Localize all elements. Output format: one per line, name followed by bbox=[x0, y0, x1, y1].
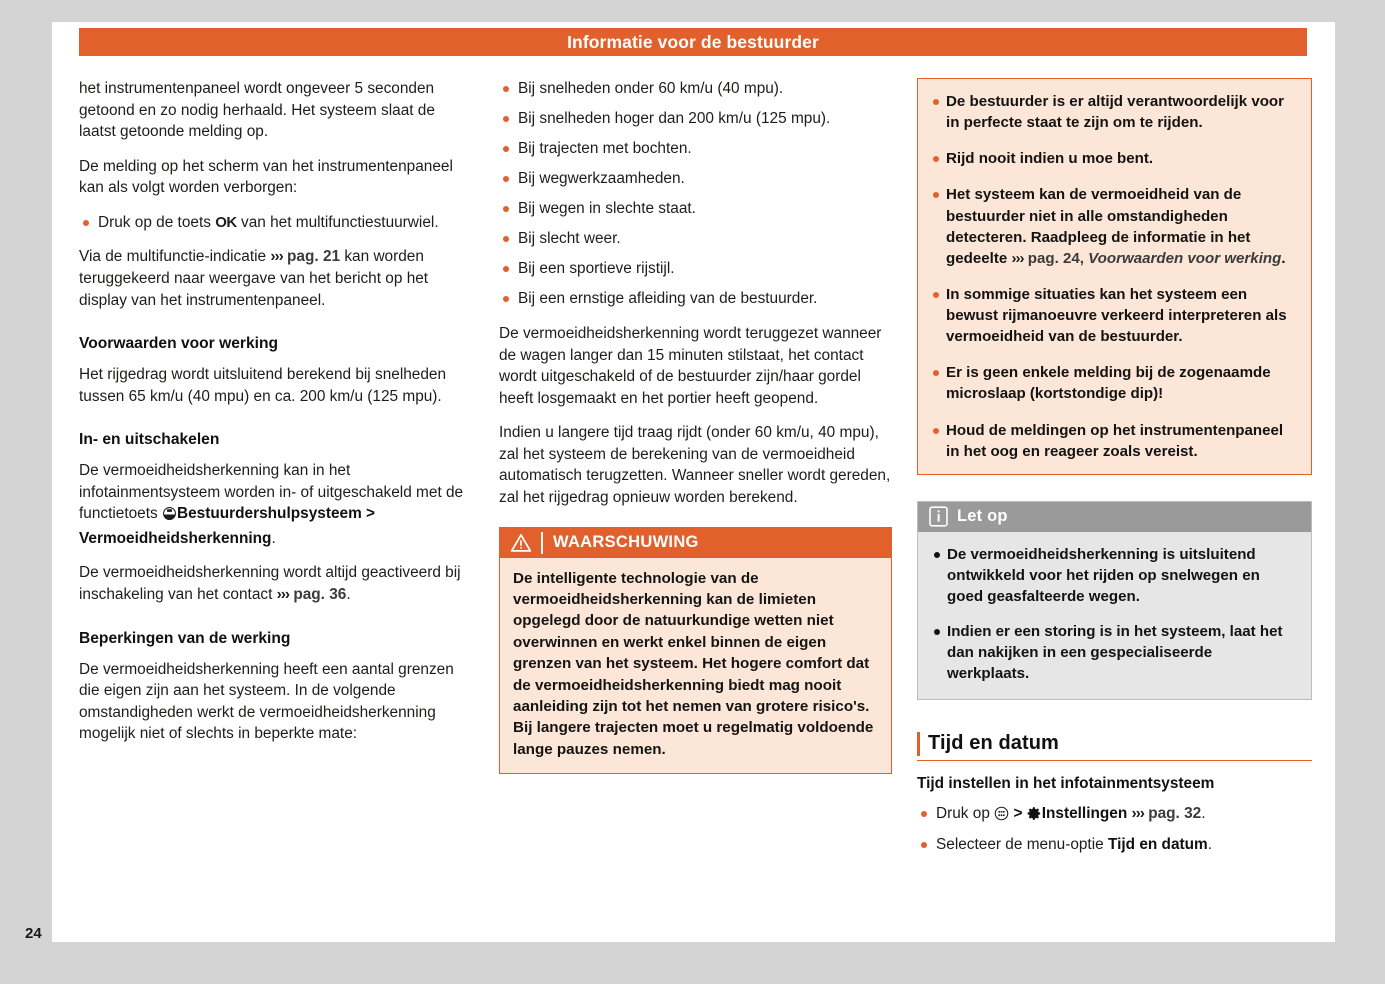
note-box bbox=[917, 501, 1312, 700]
chevron-triple-icon: ››› bbox=[270, 248, 283, 266]
page-number: 24 bbox=[25, 925, 42, 942]
bullet-list bbox=[79, 212, 472, 234]
list-item: In sommige situaties kan het systeem een bewust rijmanoeuvre verkeerd interpreteren als vermoeidheid van de bestuurder. bbox=[929, 284, 1297, 347]
list-item-text: . bbox=[1207, 836, 1213, 854]
section-subheading: Beperkingen van de werking bbox=[79, 629, 291, 647]
section-subtitle: Tijd instellen in het infotainmentsysteem bbox=[917, 774, 1215, 792]
safety-notice-box bbox=[917, 78, 1312, 475]
list-item bbox=[917, 834, 1312, 856]
time-date-section bbox=[917, 775, 1312, 856]
paragraph: De vermoeidheidsherkenning wordt teruggezet wanneer de wagen langer dan 15 minuten stilstaat, het contact wordt uitgeschakeld of de bestuurder zijn/haar gordel heeft losgemaakt en het portier heeft geopend. bbox=[499, 325, 882, 407]
paragraph-text: . bbox=[346, 586, 351, 603]
warning-triangle-icon bbox=[510, 532, 532, 554]
paragraph-text: . bbox=[271, 529, 276, 547]
list-item: Bij een ernstige afleiding van de bestuurder. bbox=[499, 288, 892, 310]
list-item: Bij slecht weer. bbox=[499, 228, 892, 250]
apps-grid-icon bbox=[994, 806, 1009, 828]
warning-box-body: De intelligente technologie van de vermoeidheidsherkenning kan de limieten opgelegd door de natuurkundige wetten niet overwinnen en werkt enkel binnen de eigen grenzen van het systeem. Het hogere comfort dat de vermoeidheidsherkenning biedt mag nooit aanleiding zijn tot het nemen van grotere risico's. Bij langere trajecten moet u regelmatig voldoende lange pauzes nemen. bbox=[513, 569, 874, 758]
page-reference: pag. 36 bbox=[293, 586, 347, 603]
list-item-text: . bbox=[1201, 804, 1206, 822]
info-icon bbox=[929, 506, 948, 527]
menu-path-label: Bestuurdershulpsysteem > Vermoeidheidsherkenning bbox=[79, 505, 376, 547]
limitations-bullet-list bbox=[499, 78, 892, 310]
menu-option-label: Tijd en datum bbox=[1107, 836, 1208, 854]
list-item: De bestuurder is er altijd verantwoordelijk voor in perfecte staat te zijn om te rijden. bbox=[929, 91, 1297, 133]
list-item: Houd de meldingen op het instrumentenpaneel in het oog en reageer zoals vereist. bbox=[929, 420, 1297, 462]
warning-box-title: WAARSCHUWING bbox=[553, 533, 699, 551]
list-item: Rijd nooit indien u moe bent. bbox=[929, 148, 1297, 169]
column-middle bbox=[499, 78, 892, 774]
column-left bbox=[79, 78, 472, 758]
paragraph-text: De vermoeidheidsherkenning wordt altijd geactiveerd bij inschakeling van het contact bbox=[79, 564, 461, 603]
note-box-header bbox=[918, 502, 1311, 532]
page-reference: pag. 24, bbox=[1027, 249, 1084, 267]
column-right bbox=[917, 78, 1312, 869]
divider bbox=[541, 532, 543, 554]
accent-bar bbox=[917, 732, 920, 756]
warning-box bbox=[499, 527, 892, 775]
running-header-title: Informatie voor de bestuurder bbox=[567, 31, 819, 52]
list-item: Bij trajecten met bochten. bbox=[499, 138, 892, 160]
gear-icon bbox=[1027, 806, 1042, 828]
list-item-text: Druk op de toets bbox=[98, 213, 216, 231]
list-item: Bij wegwerkzaamheden. bbox=[499, 168, 892, 190]
list-item: Bij een sportieve rijstijl. bbox=[499, 258, 892, 280]
list-item: Er is geen enkele melding bij de zogenaamde microslaap (kortstondige dip)! bbox=[929, 362, 1297, 404]
page-columns bbox=[79, 78, 1307, 908]
list-item bbox=[79, 212, 472, 234]
paragraph bbox=[79, 562, 472, 605]
list-item bbox=[929, 184, 1297, 269]
list-item bbox=[917, 803, 1312, 828]
list-item-text: . bbox=[1281, 249, 1286, 267]
safety-bullet-list bbox=[929, 91, 1297, 462]
paragraph: De vermoeidheidsherkenning heeft een aantal grenzen die eigen zijn aan het systeem. In de volgende omstandigheden werkt de vermoeidheidsherkenning mogelijk niet of slechts in beperkte mate: bbox=[79, 660, 454, 743]
paragraph bbox=[79, 460, 472, 549]
paragraph-text: Via de multifunctie-indicatie bbox=[79, 248, 271, 266]
ok-key-label: OK bbox=[215, 213, 237, 231]
paragraph bbox=[79, 246, 472, 311]
page-reference: pag. 21 bbox=[287, 248, 341, 266]
list-item-text: Druk op bbox=[936, 804, 995, 822]
paragraph: De melding op het scherm van het instrumentenpaneel kan als volgt worden verborgen: bbox=[79, 157, 453, 197]
separator-text: > bbox=[1009, 804, 1027, 822]
section-reference: Voorwaarden voor werking bbox=[1083, 249, 1282, 267]
warning-box-header bbox=[500, 528, 891, 558]
chevron-triple-icon: ››› bbox=[1131, 804, 1144, 822]
driver-assist-icon bbox=[162, 506, 177, 528]
section-subheading: Voorwaarden voor werking bbox=[79, 335, 279, 353]
list-item: Bij snelheden hoger dan 200 km/u (125 mpu). bbox=[499, 108, 892, 130]
list-item: Bij wegen in slechte staat. bbox=[499, 198, 892, 220]
paragraph: het instrumentenpaneel wordt ongeveer 5 seconden getoond en zo nodig herhaald. Het systeem slaat de laatst getoonde melding op. bbox=[79, 80, 435, 141]
section-heading bbox=[917, 732, 1312, 761]
list-item-text: van het multifunctiestuurwiel. bbox=[236, 213, 439, 231]
paragraph-text: kan worden teruggekeerd naar weergave van het bericht op het display van het instrumentenpaneel. bbox=[79, 248, 429, 309]
section-subheading: In- en uitschakelen bbox=[79, 431, 220, 449]
chevron-triple-icon: ››› bbox=[276, 586, 290, 603]
paragraph: Het rijgedrag wordt uitsluitend berekend bij snelheden tussen 65 km/u (40 mpu) en ca. 200 km/u (125 mpu). bbox=[79, 366, 447, 405]
chevron-triple-icon: ››› bbox=[1011, 249, 1024, 267]
list-item-text: Het systeem kan de vermoeidheid van de bestuurder niet in alle omstandigheden detecteren. Raadpleeg de informatie in het gedeelte bbox=[946, 186, 1251, 267]
list-item: Bij snelheden onder 60 km/u (40 mpu). bbox=[499, 78, 892, 100]
list-item: De vermoeidheidsherkenning is uitsluitend ontwikkeld voor het rijden op snelwegen en goed geasfalteerde wegen. bbox=[930, 544, 1297, 607]
instruction-list bbox=[917, 803, 1312, 856]
running-header bbox=[79, 28, 1307, 56]
list-item: Indien er een storing is in het systeem, laat het dan nakijken in een gespecialiseerde werkplaats. bbox=[930, 621, 1297, 684]
paragraph: Indien u langere tijd traag rijdt (onder 60 km/u, 40 mpu), zal het systeem de berekening van de vermoeidheid automatisch terugzetten. Wanneer sneller wordt gereden, zal het rijgedrag opnieuw worden berekend. bbox=[499, 424, 891, 506]
settings-label: Instellingen bbox=[1041, 804, 1132, 822]
note-bullet-list bbox=[930, 544, 1297, 685]
paragraph-text: De vermoeidheidsherkenning kan in het infotainmentsysteem worden in- of uitgeschakeld met de functietoets bbox=[79, 462, 464, 523]
note-box-body bbox=[918, 532, 1311, 699]
section-title: Tijd en datum bbox=[928, 732, 1059, 754]
page-reference: pag. 32 bbox=[1148, 804, 1202, 822]
list-item-text: Selecteer de menu-optie bbox=[936, 836, 1108, 854]
note-box-title: Let op bbox=[957, 507, 1008, 526]
